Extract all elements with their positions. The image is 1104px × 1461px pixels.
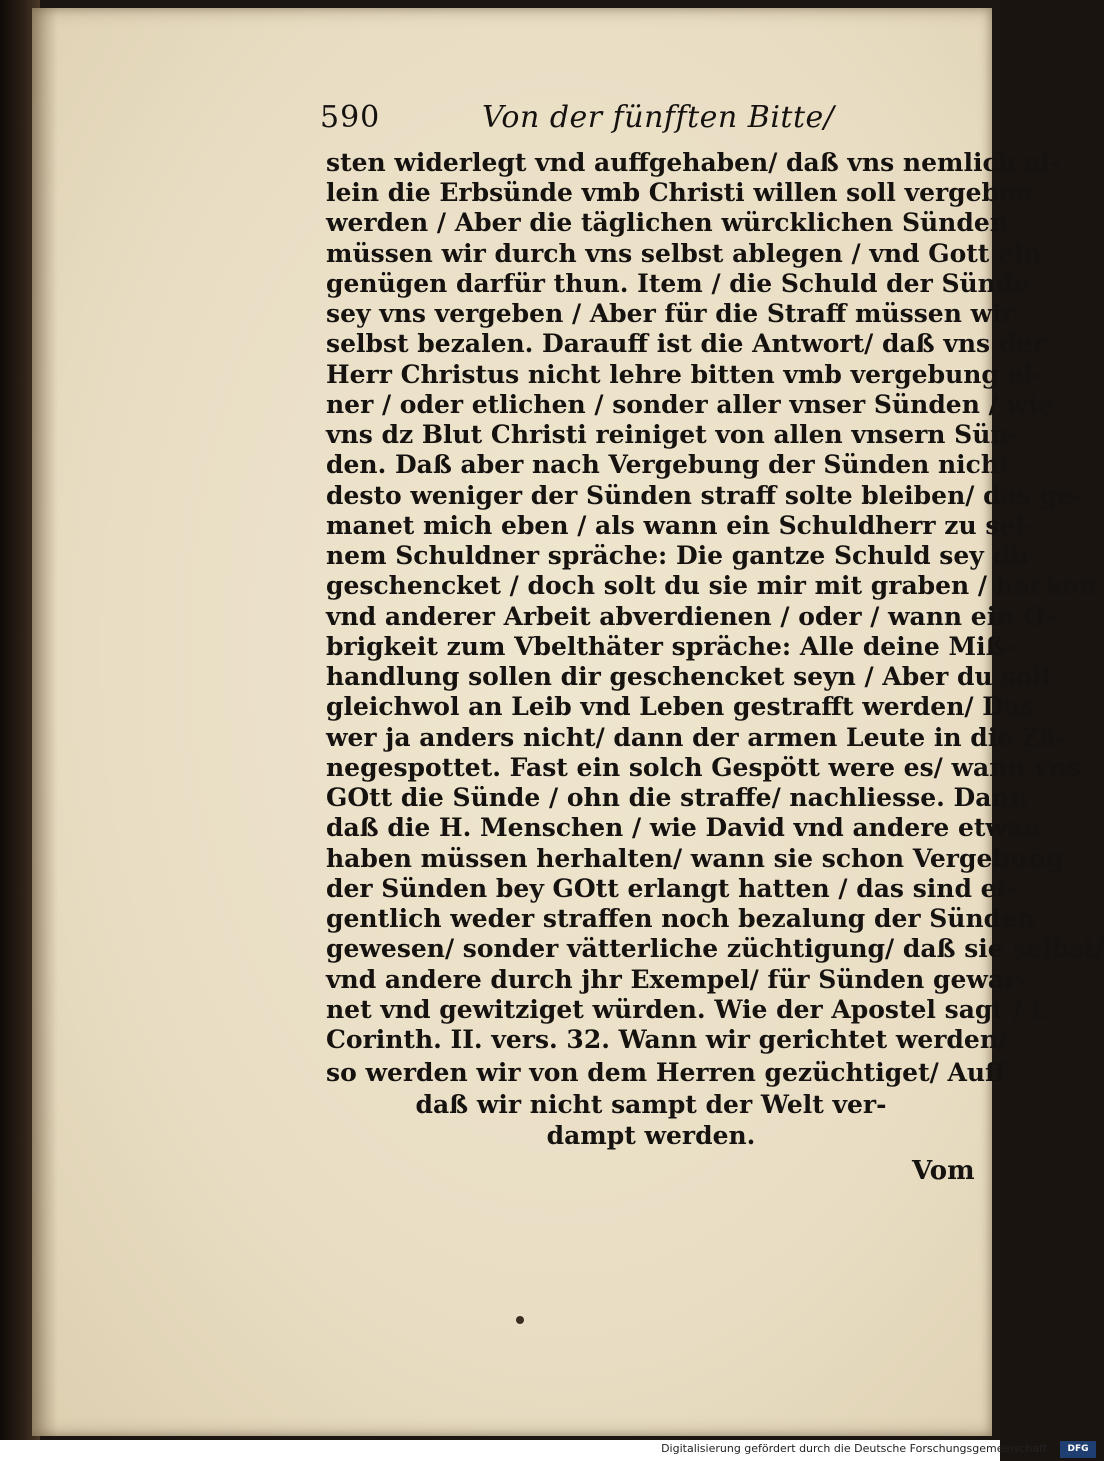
dfg-logo-icon: DFG (1060, 1441, 1096, 1458)
body-line: gentlich weder straffen noch bezalung der Sünden (326, 904, 1036, 933)
closing-line: daß wir nicht sampt der Welt ver- (415, 1090, 887, 1119)
body-line: nem Schuldner spräche: Die gantze Schuld sey dir (326, 541, 1033, 570)
catchword: Vom (912, 1156, 975, 1186)
body-line: negespottet. Fast ein solch Gespött were es/ wann vns (326, 753, 1082, 782)
text-block (292, 100, 1104, 1186)
closing-line: dampt werden. (546, 1121, 756, 1150)
body-line: müssen wir durch vns selbst ablegen / vnd Gott ein (326, 239, 1042, 268)
body-line: selbst bezalen. Darauff ist die Antwort/ daß vns der (326, 329, 1046, 358)
body-line: manet mich eben / als wann ein Schuldherr zu sei- (326, 511, 1036, 540)
body-line: GOtt die Sünde / ohn die straffe/ nachliesse. Dann (326, 783, 1028, 812)
body-line: haben müssen herhalten/ wann sie schon Vergebung (326, 844, 1064, 873)
body-line: handlung sollen dir geschencket seyn / Aber du solt (326, 662, 1054, 691)
body-line: sten widerlegt vnd auffgehaben/ daß vns nemlich al- (326, 148, 1061, 177)
body-line: geschencket / doch solt du sie mir mit graben / hacken (326, 571, 1097, 600)
body-line: sey vns vergeben / Aber für die Straff müssen wir (326, 299, 1015, 328)
body-line: net vnd gewitziget würden. Wie der Apostel sagt / I. (326, 995, 1051, 1024)
body-line: daß die H. Menschen / wie David vnd andere etwan (326, 813, 1042, 842)
body-line: werden / Aber die täglichen würcklichen Sünden (326, 208, 1008, 237)
body-line: der Sünden bey GOtt erlangt hatten / das sind ei- (326, 874, 1017, 903)
body-line: vns dz Blut Christi reiniget von allen vnsern Sün- (326, 420, 1019, 449)
book-page (32, 8, 1104, 1436)
body-line: ner / oder etlichen / sonder aller vnser Sünden / wie (326, 390, 1054, 419)
body-line: Herr Christus nicht lehre bitten vmb vergebung ei- (326, 360, 1044, 389)
body-line: desto weniger der Sünden straff solte bleiben/ das ge- (326, 481, 1084, 510)
body-line: den. Daß aber nach Vergebung der Sünden nicht (326, 450, 1011, 479)
body-line: vnd andere durch jhr Exempel/ für Sünden gewar- (326, 965, 1028, 994)
running-head: Von der fünfften Bitte/ (482, 100, 835, 135)
funding-credit: Digitalisierung gefördert durch die Deutsche Forschungsgemeinschaft · (661, 1442, 1054, 1455)
body-line: gleichwol an Leib vnd Leben gestrafft werden/ Das (326, 692, 1035, 721)
body-line: vnd anderer Arbeit abverdienen / oder / wann ein O- (326, 602, 1057, 631)
page-header (292, 100, 982, 150)
page-number: 590 (320, 100, 381, 135)
body-line: brigkeit zum Vbelthäter spräche: Alle deine Miß- (326, 632, 1016, 661)
body-line: lein die Erbsünde vmb Christi willen soll vergeben (326, 178, 1034, 207)
closing-line: so werden wir von dem Herren gezüchtiget/ Auff (326, 1058, 1006, 1087)
body-line: wer ja anders nicht/ dann der armen Leute in die Zä- (326, 723, 1067, 752)
body-line: Corinth. II. vers. 32. Wann wir gerichtet werden/ (326, 1025, 1008, 1054)
ink-spot (516, 1316, 524, 1324)
body-line: genügen darfür thun. Item / die Schuld der Sünde (326, 269, 1030, 298)
body-line: gewesen/ sonder vätterliche züchtigung/ daß sie selbst/ (326, 934, 1104, 963)
